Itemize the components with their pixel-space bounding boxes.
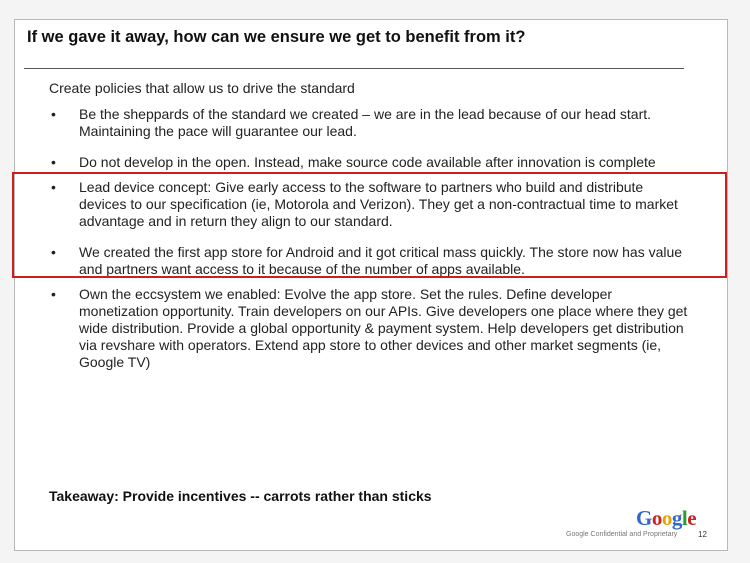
- bullet-marker: •: [51, 179, 56, 195]
- logo-letter: l: [681, 506, 688, 530]
- red-highlight-box: [12, 172, 727, 278]
- confidential-notice: Google Confidential and Proprietary: [566, 531, 678, 538]
- logo-letter: g: [671, 506, 682, 530]
- bullet-marker: •: [51, 106, 56, 122]
- bullet-text: Own the eccsystem we enabled: Evolve the app store. Set the rules. Define developer monetization opportunity. Train developers on our APIs. Give developers one place where they get wide distribution. Provide a global opportunity & payment system. Help developers get distribution via revshare with operators. Extend app store to other devices and other market segments (ie, Google TV): [79, 286, 688, 370]
- page-number: 12: [698, 530, 707, 539]
- bullet-text: Do not develop in the open. Instead, make source code available after innovation is complete: [79, 154, 656, 170]
- bullet-item: [49, 286, 689, 371]
- bullet-marker: •: [51, 244, 56, 260]
- logo-letter: e: [687, 506, 697, 530]
- logo-letter: o: [651, 506, 662, 530]
- bullet-marker: •: [51, 286, 56, 302]
- logo-letter: o: [661, 506, 672, 530]
- logo-letter: G: [636, 506, 652, 530]
- lead-text: Create policies that allow us to drive the standard: [49, 80, 355, 96]
- takeaway-text: Takeaway: Provide incentives -- carrots rather than sticks: [49, 488, 432, 504]
- google-logo: [636, 506, 696, 531]
- bullet-text: Be the sheppards of the standard we created – we are in the lead because of our head start. Maintaining the pace will guarantee our lead.: [79, 106, 652, 139]
- bullet-text: We created the first app store for Android and it got critical mass quickly. The store now has value and partners want access to it because of the number of apps available.: [79, 244, 683, 277]
- bullet-marker: •: [51, 154, 56, 170]
- slide-title: If we gave it away, how can we ensure we get to benefit from it?: [27, 28, 526, 46]
- title-divider: [24, 68, 684, 69]
- bullet-text: Lead device concept: Give early access to the software to partners who build and distribute devices to our specification (ie, Motorola and Verizon). They get a non-contractual time to market advantage and in return they align to our standard.: [79, 179, 678, 229]
- bullet-item: [49, 106, 689, 140]
- bullet-item: [49, 154, 689, 171]
